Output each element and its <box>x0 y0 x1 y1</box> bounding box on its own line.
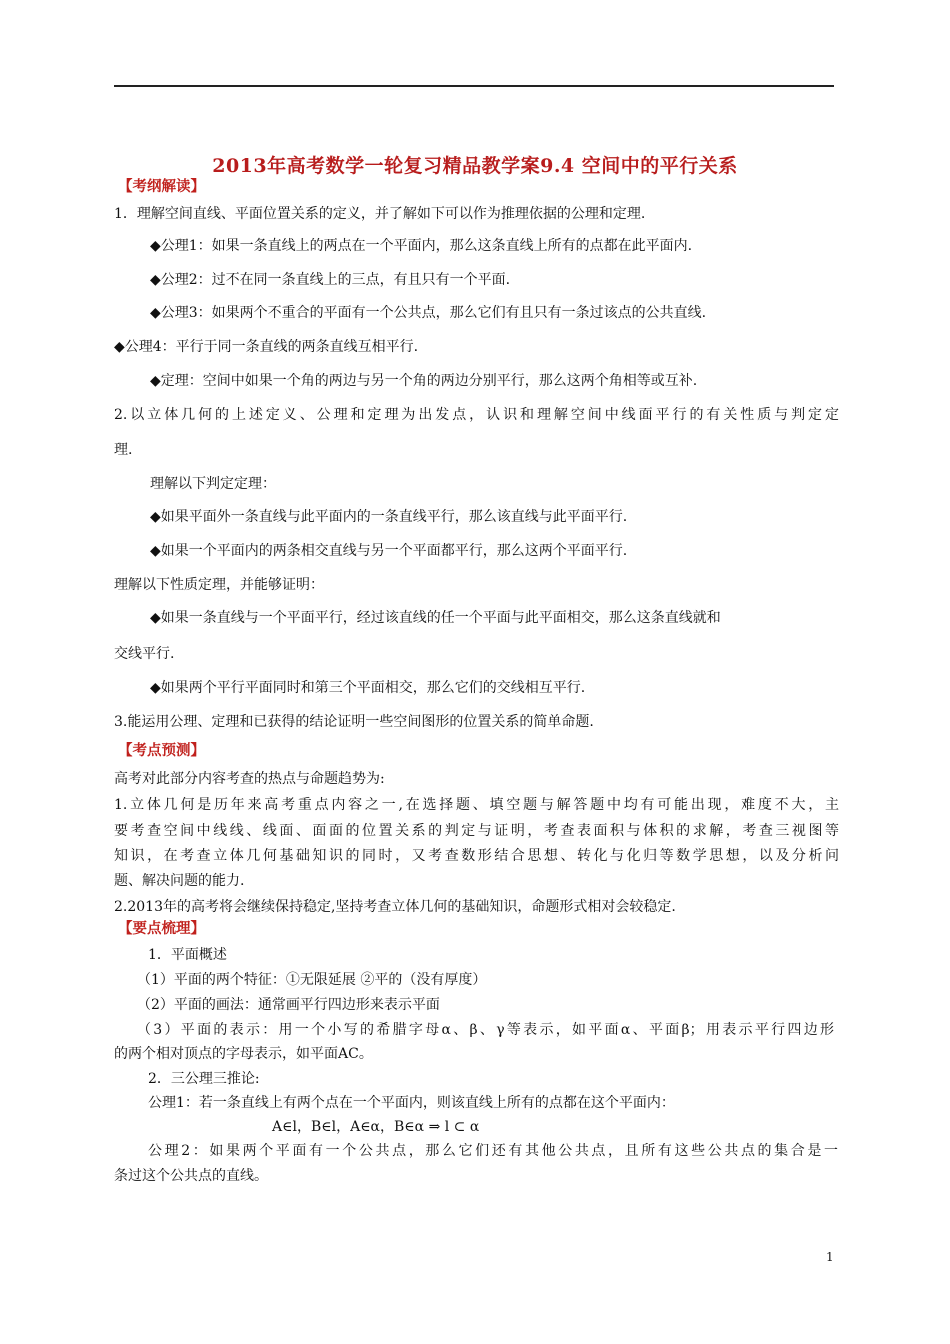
paragraph: 知识，在考查立体几何基础知识的同时，又考查数形结合思想、转化与化归等数学思想，以及分析问 <box>114 848 839 864</box>
paragraph: 交线平行. <box>114 646 175 662</box>
bullet-item: ◆公理2：过不在同一条直线上的三点，有且只有一个平面. <box>150 272 511 288</box>
paragraph: 3.能运用公理、定理和已获得的结论证明一些空间图形的位置关系的简单命题. <box>114 714 594 730</box>
paragraph: 理解以下判定定理： <box>150 476 276 492</box>
paragraph: 1.立体几何是历年来高考重点内容之一,在选择题、填空题与解答题中均有可能出现，难度不大，主 <box>114 797 839 813</box>
paragraph: 理解以下性质定理，并能够证明： <box>114 577 324 593</box>
paragraph: 公理1：若一条直线上有两个点在一个平面内，则该直线上所有的点都在这个平面内： <box>148 1095 675 1111</box>
bullet-item: ◆如果平面外一条直线与此平面内的一条直线平行，那么该直线与此平面平行. <box>150 509 628 525</box>
bullet-item: ◆如果一条直线与一个平面平行，经过该直线的任一个平面与此平面相交，那么这条直线就和 <box>150 610 721 626</box>
paragraph: 的两个相对顶点的字母表示，如平面AC。 <box>114 1046 373 1062</box>
paragraph: （2）平面的画法：通常画平行四边形来表示平面 <box>137 997 440 1013</box>
paragraph: （3）平面的表示：用一个小写的希腊字母α、β、γ等表示，如平面α、平面β；用表示平行四边形 <box>137 1022 834 1038</box>
bullet-item: ◆如果一个平面内的两条相交直线与另一个平面都平行，那么这两个平面平行. <box>150 543 628 559</box>
formula: A∈l，B∈l，A∈α，B∈α ⇒ l ⊂ α <box>272 1119 480 1135</box>
paragraph: 公理2：如果两个平面有一个公共点，那么它们还有其他公共点，且所有这些公共点的集合是一 <box>148 1143 838 1159</box>
paragraph: 高考对此部分内容考查的热点与命题趋势为: <box>114 771 385 787</box>
bullet-item: ◆公理1：如果一条直线上的两点在一个平面内，那么这条直线上所有的点都在此平面内. <box>150 238 693 254</box>
section-heading-key-points: 【要点梳理】 <box>118 920 205 937</box>
paragraph: 1．平面概述 <box>148 947 227 963</box>
page-number: 1 <box>826 1250 834 1264</box>
bullet-item: ◆公理4：平行于同一条直线的两条直线互相平行. <box>114 339 419 355</box>
bullet-item: ◆公理3：如果两个不重合的平面有一个公共点，那么它们有且只有一条过该点的公共直线. <box>150 305 707 321</box>
section-heading-syllabus: 【考纲解读】 <box>118 178 205 195</box>
paragraph: 理. <box>114 442 133 458</box>
section-heading-forecast: 【考点预测】 <box>118 742 205 759</box>
bullet-item: ◆如果两个平行平面同时和第三个平面相交，那么它们的交线相互平行. <box>150 680 586 696</box>
header-rule <box>114 85 834 87</box>
paragraph: 2．三公理三推论: <box>148 1071 260 1087</box>
paragraph: 要考查空间中线线、线面、面面的位置关系的判定与证明，考查表面积与体积的求解，考查三视图等 <box>114 823 839 839</box>
paragraph: 2.2013年的高考将会继续保持稳定,坚持考查立体几何的基础知识，命题形式相对会较稳定. <box>114 899 676 915</box>
bullet-item: ◆定理：空间中如果一个角的两边与另一个角的两边分别平行，那么这两个角相等或互补. <box>150 373 698 389</box>
paragraph: 条过这个公共点的直线。 <box>114 1168 268 1184</box>
paragraph: 题、解决问题的能力. <box>114 873 245 889</box>
paragraph: 2.以立体几何的上述定义、公理和定理为出发点，认识和理解空间中线面平行的有关性质与判定定 <box>114 407 839 423</box>
paragraph: （1）平面的两个特征：①无限延展 ②平的（没有厚度） <box>137 972 487 988</box>
page-title: 2013年高考数学一轮复习精品教学案9.4 空间中的平行关系 <box>212 155 738 177</box>
paragraph: 1．理解空间直线、平面位置关系的定义，并了解如下可以作为推理依据的公理和定理. <box>114 206 646 222</box>
